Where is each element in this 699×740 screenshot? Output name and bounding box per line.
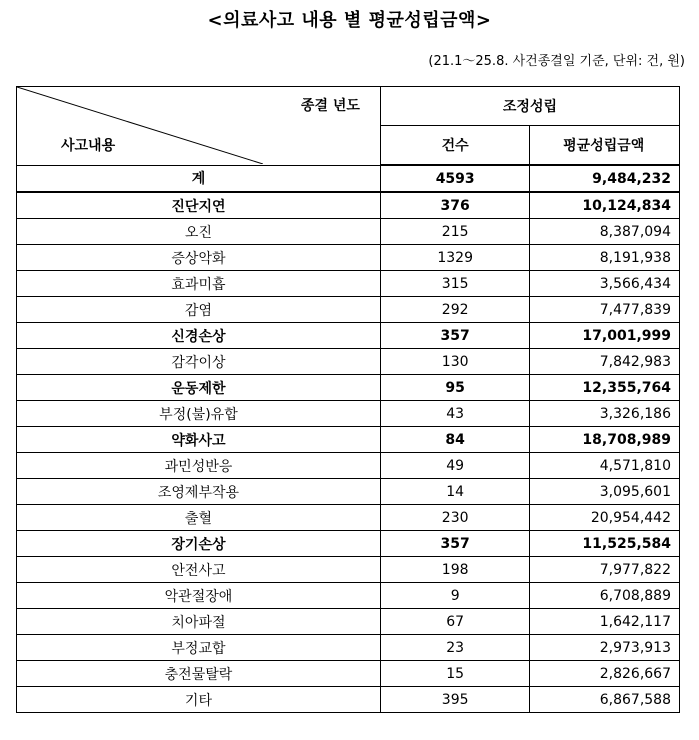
row-count: 292 — [380, 297, 530, 323]
row-count: 376 — [380, 192, 530, 219]
row-name: 치아파절 — [17, 609, 381, 635]
row-name: 감각이상 — [17, 349, 381, 375]
row-amount: 8,387,094 — [530, 219, 680, 245]
row-count: 395 — [380, 687, 530, 713]
row-count: 49 — [380, 453, 530, 479]
table-row — [17, 165, 680, 192]
row-count: 315 — [380, 271, 530, 297]
header-count: 건수 — [380, 126, 530, 166]
table-row — [17, 661, 680, 687]
table-row — [17, 427, 680, 453]
row-amount: 20,954,442 — [530, 505, 680, 531]
header-category-label: 사고내용 — [61, 137, 116, 154]
diagonal-line — [17, 87, 263, 164]
header-year-label: 종결 년도 — [300, 98, 360, 114]
row-amount: 7,977,822 — [530, 557, 680, 583]
row-name: 효과미흡 — [17, 271, 381, 297]
table-row — [17, 349, 680, 375]
row-count: 67 — [380, 609, 530, 635]
row-count: 95 — [380, 375, 530, 401]
row-amount: 2,973,913 — [530, 635, 680, 661]
table-row — [17, 635, 680, 661]
row-name: 악관절장애 — [17, 583, 381, 609]
header-row-1 — [17, 87, 680, 126]
row-count: 357 — [380, 531, 530, 557]
row-amount: 11,525,584 — [530, 531, 680, 557]
row-name: 부정교합 — [17, 635, 381, 661]
row-name: 조영제부작용 — [17, 479, 381, 505]
row-count: 215 — [380, 219, 530, 245]
table-row — [17, 192, 680, 219]
row-amount: 3,326,186 — [530, 401, 680, 427]
table-row — [17, 609, 680, 635]
row-name: 부정(불)유합 — [17, 401, 381, 427]
row-name: 운동제한 — [17, 375, 381, 401]
row-amount: 6,708,889 — [530, 583, 680, 609]
row-count: 23 — [380, 635, 530, 661]
row-name: 계 — [17, 165, 381, 192]
row-name: 증상악화 — [17, 245, 381, 271]
row-amount: 17,001,999 — [530, 323, 680, 349]
row-amount: 3,095,601 — [530, 479, 680, 505]
row-name: 진단지연 — [17, 192, 381, 219]
row-amount: 7,477,839 — [530, 297, 680, 323]
row-amount: 12,355,764 — [530, 375, 680, 401]
row-name: 감염 — [17, 297, 381, 323]
table-row — [17, 401, 680, 427]
row-name: 신경손상 — [17, 323, 381, 349]
row-amount: 8,191,938 — [530, 245, 680, 271]
table-row — [17, 297, 680, 323]
row-name: 약화사고 — [17, 427, 381, 453]
row-amount: 4,571,810 — [530, 453, 680, 479]
table-row — [17, 557, 680, 583]
row-name: 오진 — [17, 219, 381, 245]
unit-note: (21.1～25.8. 사건종결일 기준, 단위: 건, 원) — [428, 54, 685, 69]
row-name: 과민성반응 — [17, 453, 381, 479]
row-count: 130 — [380, 349, 530, 375]
row-count: 357 — [380, 323, 530, 349]
row-name: 출혈 — [17, 505, 381, 531]
table-row — [17, 375, 680, 401]
row-count: 230 — [380, 505, 530, 531]
row-count: 198 — [380, 557, 530, 583]
table-row — [17, 687, 680, 713]
row-count: 84 — [380, 427, 530, 453]
table-row — [17, 583, 680, 609]
table-row — [17, 219, 680, 245]
table-row — [17, 271, 680, 297]
row-amount: 1,642,117 — [530, 609, 680, 635]
row-amount: 10,124,834 — [530, 192, 680, 219]
row-name: 안전사고 — [17, 557, 381, 583]
row-count: 4593 — [380, 165, 530, 192]
row-name: 기타 — [17, 687, 381, 713]
table-row — [17, 245, 680, 271]
row-count: 14 — [380, 479, 530, 505]
table-row — [17, 531, 680, 557]
row-name: 장기손상 — [17, 531, 381, 557]
row-amount: 18,708,989 — [530, 427, 680, 453]
row-count: 15 — [380, 661, 530, 687]
diagonal-header-cell — [17, 87, 381, 166]
row-amount: 2,826,667 — [530, 661, 680, 687]
row-name: 충전물탈락 — [17, 661, 381, 687]
row-count: 1329 — [380, 245, 530, 271]
row-amount: 7,842,983 — [530, 349, 680, 375]
page-title: <의료사고 내용 별 평균성립금액> — [207, 10, 492, 31]
row-amount: 9,484,232 — [530, 165, 680, 192]
table-row — [17, 505, 680, 531]
table-row — [17, 453, 680, 479]
data-table — [16, 86, 680, 713]
header-amount: 평균성립금액 — [530, 126, 680, 166]
row-amount: 6,867,588 — [530, 687, 680, 713]
table-row — [17, 479, 680, 505]
row-count: 43 — [380, 401, 530, 427]
header-group: 조정성립 — [380, 87, 679, 126]
row-amount: 3,566,434 — [530, 271, 680, 297]
row-count: 9 — [380, 583, 530, 609]
table-row — [17, 323, 680, 349]
